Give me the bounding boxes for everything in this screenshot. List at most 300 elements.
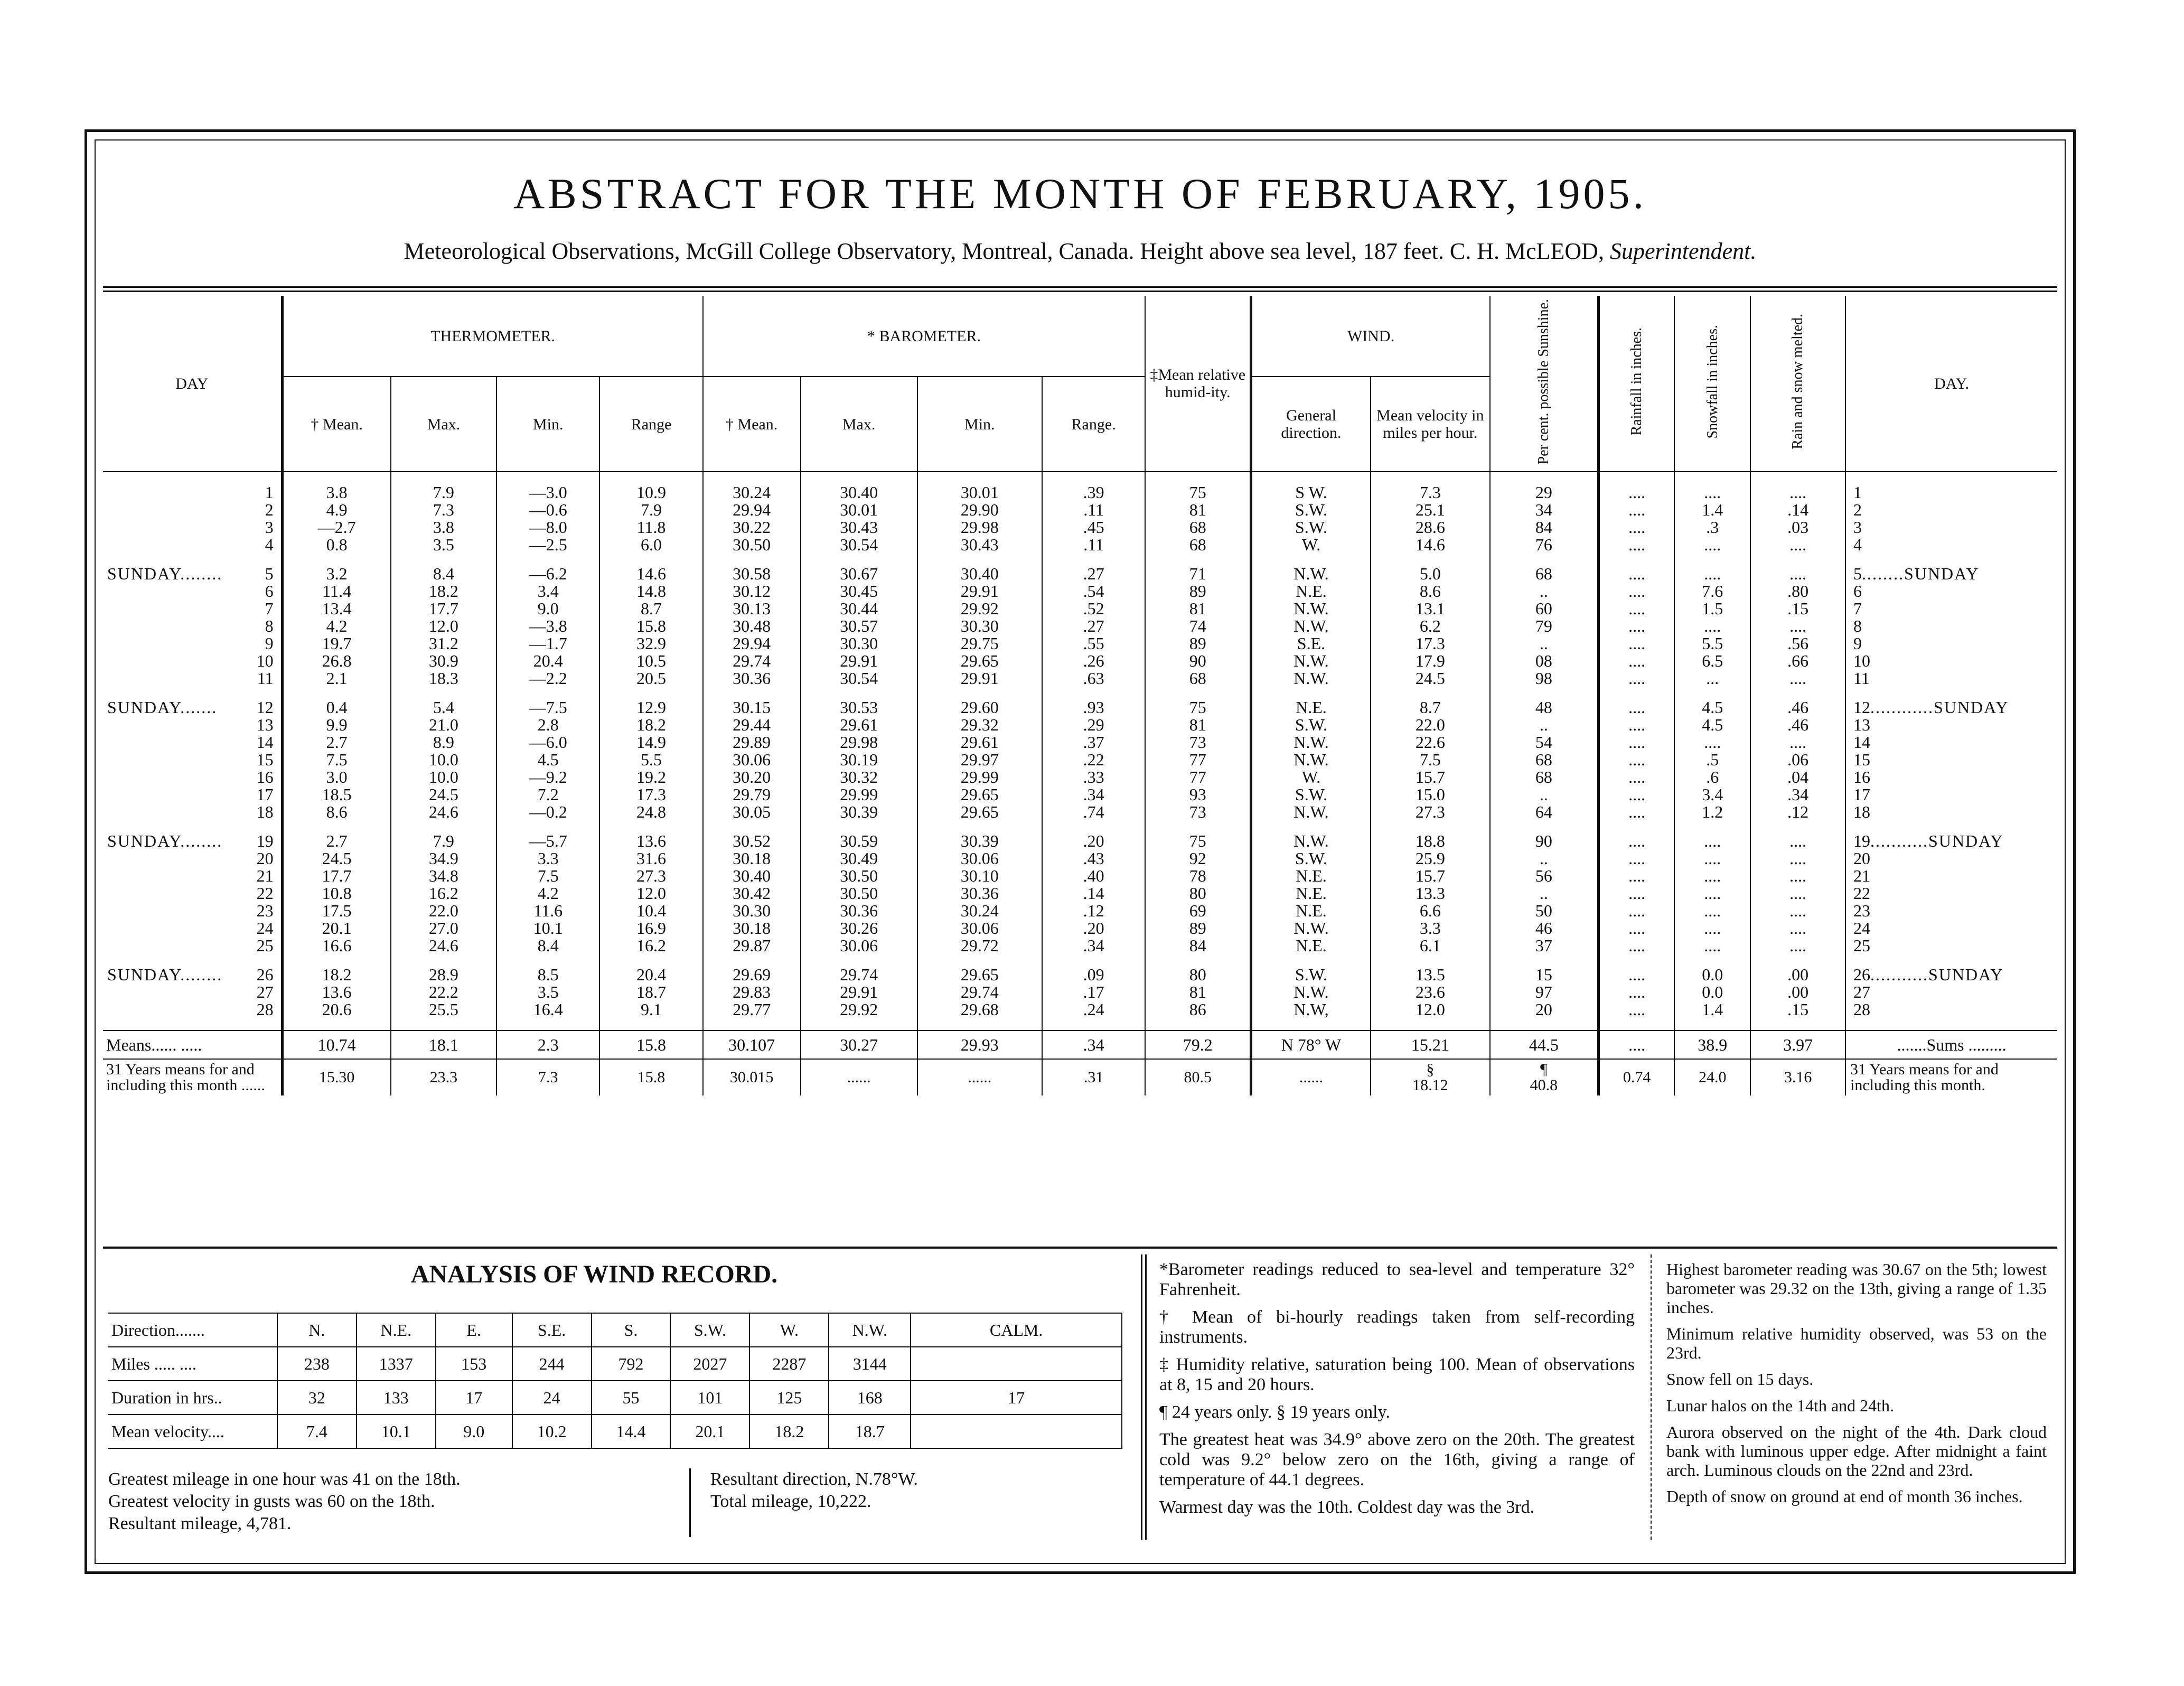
- cell-rs: .46: [1750, 716, 1845, 734]
- cell-bn: 29.61: [917, 734, 1042, 751]
- day-number-right: 28: [1853, 1000, 1871, 1019]
- means-bx: 30.27: [801, 1031, 917, 1059]
- years-tn: 7.3: [496, 1059, 599, 1095]
- cell-wd: N.W.: [1251, 751, 1371, 769]
- row-day-right: [1845, 867, 2057, 885]
- cell-rf: ....: [1598, 652, 1674, 670]
- cell-tx: 10.0: [391, 751, 496, 769]
- cell-wv: 23.6: [1371, 984, 1490, 1001]
- cell-bn: 30.30: [917, 617, 1042, 635]
- cell-tn: 7.2: [496, 786, 599, 803]
- cell-tx: 30.9: [391, 652, 496, 670]
- table-row: [103, 565, 2057, 583]
- cell-wd: N.E.: [1251, 902, 1371, 920]
- cell-bx: 30.67: [801, 565, 917, 583]
- cell-tr: 14.9: [599, 734, 702, 751]
- table-row: [103, 583, 2057, 600]
- cell-rs: .66: [1750, 652, 1845, 670]
- wind-duration-cell: 55: [592, 1381, 671, 1415]
- cell-tm: 20.1: [282, 920, 391, 937]
- cell-bx: 29.91: [801, 652, 917, 670]
- cell-sf: ....: [1674, 565, 1750, 583]
- cell-tx: 17.7: [391, 600, 496, 617]
- cell-sf: 4.5: [1674, 716, 1750, 734]
- years-bx: ......: [801, 1059, 917, 1095]
- cell-sf: .6: [1674, 769, 1750, 786]
- cell-tx: 3.5: [391, 536, 496, 554]
- cell-bm: 29.94: [703, 501, 801, 519]
- cell-tn: 9.0: [496, 600, 599, 617]
- table-spacer-row: [103, 954, 2057, 966]
- cell-bx: 29.74: [801, 966, 917, 984]
- cell-bx: 30.26: [801, 920, 917, 937]
- row-day: 23: [256, 901, 274, 921]
- row-day-right: [1845, 501, 2057, 519]
- cell-tm: 2.1: [282, 670, 391, 687]
- cell-tx: 5.4: [391, 699, 496, 716]
- header-rule: [103, 286, 2057, 288]
- wind-direction-cell: E.: [436, 1313, 512, 1347]
- cell-h: 78: [1145, 867, 1251, 885]
- table-row: [103, 670, 2057, 687]
- wind-duration-cell: 17: [436, 1381, 512, 1415]
- wind-note-resultant-direction: Resultant direction, N.78°W.: [710, 1469, 918, 1489]
- means-rf: ....: [1598, 1031, 1674, 1059]
- rainsnow-header: Rain and snow melted.: [1750, 296, 1845, 472]
- cell-tx: 8.4: [391, 565, 496, 583]
- wind-direction-cell: N.W.: [829, 1313, 911, 1347]
- day-number-right: 11: [1853, 669, 1870, 688]
- sunday-label-right: ............SUNDAY: [1870, 698, 2009, 717]
- row-day: 21: [256, 866, 274, 886]
- cell-bx: 30.39: [801, 803, 917, 821]
- baro-range-header: Range.: [1042, 377, 1145, 472]
- cell-bn: 29.68: [917, 1001, 1042, 1018]
- cell-rs: .34: [1750, 786, 1845, 803]
- row-day-right: [1845, 484, 2057, 501]
- wind-note-greatest-velocity: Greatest velocity in gusts was 60 on the 18th.: [108, 1492, 435, 1511]
- cell-tr: 12.0: [599, 885, 702, 902]
- row-day-right: [1845, 984, 2057, 1001]
- cell-rf: ....: [1598, 1001, 1674, 1018]
- note-barometer-range: Highest barometer reading was 30.67 on the 5th; lowest barometer was 29.32 on the 13th, giving a range of 1.35 inches.: [1666, 1260, 2047, 1317]
- cell-tm: 24.5: [282, 850, 391, 867]
- baro-mean-header: † Mean.: [703, 377, 801, 472]
- cell-tm: 16.6: [282, 937, 391, 954]
- cell-rf: ....: [1598, 769, 1674, 786]
- day-number-right: 21: [1853, 866, 1871, 886]
- cell-rs: ....: [1750, 670, 1845, 687]
- cell-h: 68: [1145, 519, 1251, 536]
- wind-velocity-cell: 9.0: [436, 1415, 512, 1448]
- cell-tn: —3.0: [496, 484, 599, 501]
- table-spacer-row: [103, 687, 2057, 699]
- cell-tr: 27.3: [599, 867, 702, 885]
- cell-rf: ....: [1598, 850, 1674, 867]
- cell-sf: 1.4: [1674, 1001, 1750, 1018]
- cell-wd: N.W.: [1251, 734, 1371, 751]
- years-right: 31 Years means for and including this month.: [1845, 1059, 2057, 1095]
- row-day: 2: [265, 500, 274, 520]
- cell-h: 89: [1145, 583, 1251, 600]
- day-header: DAY: [103, 296, 282, 472]
- wind-velocity-cell: 14.4: [592, 1415, 671, 1448]
- cell-br: .24: [1042, 1001, 1145, 1018]
- cell-tx: 3.8: [391, 519, 496, 536]
- cell-wv: 6.2: [1371, 617, 1490, 635]
- cell-bn: 29.75: [917, 635, 1042, 652]
- cell-h: 75: [1145, 484, 1251, 501]
- cell-br: .39: [1042, 484, 1145, 501]
- cell-tr: 32.9: [599, 635, 702, 652]
- note-snow-days: Snow fell on 15 days.: [1666, 1370, 1814, 1389]
- note-humidity: ‡ Humidity relative, saturation being 100. Mean of observations at 8, 15 and 20 hours.: [1159, 1355, 1635, 1394]
- cell-bm: 29.79: [703, 786, 801, 803]
- day-number-right: 24: [1853, 919, 1871, 938]
- table-row: [103, 716, 2057, 734]
- row-day: 28: [256, 1000, 274, 1019]
- cell-wd: W.: [1251, 769, 1371, 786]
- cell-bn: 30.36: [917, 885, 1042, 902]
- row-day: 1: [265, 483, 274, 502]
- cell-bx: 30.50: [801, 867, 917, 885]
- cell-tn: 8.5: [496, 966, 599, 984]
- cell-tx: 21.0: [391, 716, 496, 734]
- cell-bn: 29.99: [917, 769, 1042, 786]
- wind-direction-label: Direction.......: [108, 1313, 277, 1347]
- years-wv: [1371, 1059, 1490, 1095]
- wind-notes-divider: [689, 1468, 691, 1537]
- means-bn: 29.93: [917, 1031, 1042, 1059]
- row-day: 22: [256, 884, 274, 903]
- cell-s: 90: [1490, 832, 1599, 850]
- row-day-right: [1845, 751, 2057, 769]
- day-number-right: 12: [1853, 698, 1871, 717]
- day-number-right: 15: [1853, 750, 1871, 770]
- cell-bn: 29.91: [917, 670, 1042, 687]
- cell-tm: 4.9: [282, 501, 391, 519]
- cell-rs: .04: [1750, 769, 1845, 786]
- wind-direction-cell: N.E.: [357, 1313, 436, 1347]
- cell-bx: 30.50: [801, 885, 917, 902]
- cell-wv: 15.0: [1371, 786, 1490, 803]
- table-spacer-row: [103, 821, 2057, 832]
- years-s: [1490, 1059, 1599, 1095]
- cell-bx: 29.99: [801, 786, 917, 803]
- day-number-right: 9: [1853, 634, 1862, 653]
- wind-duration-cell: 101: [670, 1381, 749, 1415]
- row-day: 3: [265, 518, 274, 537]
- cell-s: 15: [1490, 966, 1599, 984]
- cell-tn: —1.7: [496, 635, 599, 652]
- cell-h: 77: [1145, 751, 1251, 769]
- day-number-right: 13: [1853, 715, 1871, 735]
- cell-bx: 30.54: [801, 670, 917, 687]
- cell-bx: 29.92: [801, 1001, 917, 1018]
- cell-s: ..: [1490, 885, 1599, 902]
- cell-bn: 30.06: [917, 920, 1042, 937]
- cell-tr: 16.2: [599, 937, 702, 954]
- cell-br: .40: [1042, 867, 1145, 885]
- cell-h: 73: [1145, 803, 1251, 821]
- row-day: 18: [256, 802, 274, 822]
- cell-wv: 17.3: [1371, 635, 1490, 652]
- cell-rs: ....: [1750, 536, 1845, 554]
- cell-bm: 29.94: [703, 635, 801, 652]
- cell-s: 64: [1490, 803, 1599, 821]
- cell-bm: 30.13: [703, 600, 801, 617]
- row-day-right: [1845, 786, 2057, 803]
- wind-direction-header: General direction.: [1251, 377, 1371, 472]
- cell-h: 73: [1145, 734, 1251, 751]
- years-h: 80.5: [1145, 1059, 1251, 1095]
- row-day: 24: [256, 919, 274, 938]
- table-row: [103, 850, 2057, 867]
- cell-s: 97: [1490, 984, 1599, 1001]
- notes-divider-2: [1651, 1254, 1652, 1540]
- cell-rf: ....: [1598, 501, 1674, 519]
- cell-br: .27: [1042, 617, 1145, 635]
- cell-rs: ....: [1750, 902, 1845, 920]
- wind-velocity-cell: 20.1: [670, 1415, 749, 1448]
- day-number-right: 7: [1853, 599, 1862, 619]
- cell-h: 81: [1145, 716, 1251, 734]
- cell-bx: 30.01: [801, 501, 917, 519]
- means-bm: 30.107: [703, 1031, 801, 1059]
- cell-rs: .15: [1750, 600, 1845, 617]
- cell-bn: 30.01: [917, 484, 1042, 501]
- thermometer-header: THERMOMETER.: [282, 296, 702, 377]
- cell-br: .34: [1042, 786, 1145, 803]
- cell-bx: 30.43: [801, 519, 917, 536]
- cell-bx: 30.06: [801, 937, 917, 954]
- cell-s: 60: [1490, 600, 1599, 617]
- cell-tr: 14.6: [599, 565, 702, 583]
- table-row: [103, 1001, 2057, 1018]
- cell-tr: 18.2: [599, 716, 702, 734]
- cell-h: 77: [1145, 769, 1251, 786]
- row-day: 8: [265, 616, 274, 636]
- cell-rs: .56: [1750, 635, 1845, 652]
- wind-velocity-cell: [911, 1415, 1122, 1448]
- cell-h: 92: [1145, 850, 1251, 867]
- cell-tr: 5.5: [599, 751, 702, 769]
- cell-sf: 1.2: [1674, 803, 1750, 821]
- cell-h: 81: [1145, 600, 1251, 617]
- cell-h: 75: [1145, 832, 1251, 850]
- row-day-right: [1845, 966, 2057, 984]
- note-snow-depth: Depth of snow on ground at end of month 36 inches.: [1666, 1487, 2023, 1506]
- cell-tx: 16.2: [391, 885, 496, 902]
- cell-rs: ....: [1750, 885, 1845, 902]
- table-row: [103, 937, 2057, 954]
- cell-tr: 20.4: [599, 966, 702, 984]
- cell-tx: 18.3: [391, 670, 496, 687]
- cell-sf: ....: [1674, 867, 1750, 885]
- table-row: [103, 786, 2057, 803]
- sunday-label-right: ...........SUNDAY: [1870, 965, 2004, 985]
- table-row: [103, 600, 2057, 617]
- cell-br: .37: [1042, 734, 1145, 751]
- day-number-right: 6: [1853, 582, 1862, 601]
- cell-sf: ....: [1674, 920, 1750, 937]
- cell-tx: 27.0: [391, 920, 496, 937]
- cell-tr: 6.0: [599, 536, 702, 554]
- cell-br: .12: [1042, 902, 1145, 920]
- table-row: [103, 885, 2057, 902]
- cell-tx: 28.9: [391, 966, 496, 984]
- wind-duration-cell: 168: [829, 1381, 911, 1415]
- cell-tx: 7.9: [391, 832, 496, 850]
- cell-br: .43: [1042, 850, 1145, 867]
- cell-br: .45: [1042, 519, 1145, 536]
- cell-rs: .03: [1750, 519, 1845, 536]
- notes-middle: [1159, 1260, 1635, 1518]
- means-br: .34: [1042, 1031, 1145, 1059]
- wind-note-resultant-mileage: Resultant mileage, 4,781.: [108, 1514, 292, 1533]
- wind-miles-cell: 792: [592, 1347, 671, 1381]
- cell-bn: 29.65: [917, 652, 1042, 670]
- cell-wv: 6.6: [1371, 902, 1490, 920]
- cell-tx: 12.0: [391, 617, 496, 635]
- cell-rf: ....: [1598, 803, 1674, 821]
- means-wv: 15.21: [1371, 1031, 1490, 1059]
- cell-br: .93: [1042, 699, 1145, 716]
- wind-velocity-cell: 10.2: [512, 1415, 592, 1448]
- cell-h: 89: [1145, 920, 1251, 937]
- cell-sf: 5.5: [1674, 635, 1750, 652]
- wind-direction-cell: S.: [592, 1313, 671, 1347]
- row-day: 11: [257, 669, 274, 688]
- table-row: [103, 867, 2057, 885]
- cell-sf: .5: [1674, 751, 1750, 769]
- sunday-label: SUNDAY.......: [107, 698, 218, 717]
- cell-tr: 9.1: [599, 1001, 702, 1018]
- cell-tm: 8.6: [282, 803, 391, 821]
- wind-miles-row: [108, 1347, 1122, 1381]
- row-day-right: [1845, 850, 2057, 867]
- cell-tx: 22.2: [391, 984, 496, 1001]
- cell-tr: 31.6: [599, 850, 702, 867]
- means-s: 44.5: [1490, 1031, 1599, 1059]
- row-day-right: [1845, 803, 2057, 821]
- cell-h: 69: [1145, 902, 1251, 920]
- cell-bm: 29.44: [703, 716, 801, 734]
- row-day-right: [1845, 769, 2057, 786]
- row-day-right: [1845, 617, 2057, 635]
- cell-wd: N.E.: [1251, 867, 1371, 885]
- table-row: [103, 803, 2057, 821]
- cell-tm: 13.4: [282, 600, 391, 617]
- cell-rs: ....: [1750, 565, 1845, 583]
- cell-tr: 15.8: [599, 617, 702, 635]
- cell-bx: 30.36: [801, 902, 917, 920]
- baro-max-header: Max.: [801, 377, 917, 472]
- note-aurora: Aurora observed on the night of the 4th. Dark cloud bank with luminous upper edge. After midnight a faint arch. Luminous clouds on the 22nd and 23rd.: [1666, 1422, 2047, 1479]
- cell-bm: 30.52: [703, 832, 801, 850]
- cell-tr: 10.5: [599, 652, 702, 670]
- cell-h: 93: [1145, 786, 1251, 803]
- cell-wv: 22.6: [1371, 734, 1490, 751]
- cell-wv: 3.3: [1371, 920, 1490, 937]
- notes-right: [1666, 1260, 2047, 1506]
- cell-tx: 7.3: [391, 501, 496, 519]
- cell-s: ..: [1490, 850, 1599, 867]
- table-row: [103, 617, 2057, 635]
- cell-tx: 8.9: [391, 734, 496, 751]
- row-day: [103, 565, 282, 583]
- cell-sf: ....: [1674, 902, 1750, 920]
- means-wd: N 78° W: [1251, 1031, 1371, 1059]
- wind-miles-cell: 2287: [749, 1347, 829, 1381]
- page-subtitle: [87, 238, 2073, 265]
- table-spacer-row: [103, 472, 2057, 484]
- cell-h: 81: [1145, 984, 1251, 1001]
- cell-rs: .15: [1750, 1001, 1845, 1018]
- cell-s: 34: [1490, 501, 1599, 519]
- cell-s: ..: [1490, 716, 1599, 734]
- cell-s: ..: [1490, 786, 1599, 803]
- wind-miles-cell: 3144: [829, 1347, 911, 1381]
- row-day: 17: [256, 785, 274, 804]
- cell-h: 75: [1145, 699, 1251, 716]
- cell-rf: ....: [1598, 867, 1674, 885]
- cell-sf: ...: [1674, 670, 1750, 687]
- cell-bm: 30.06: [703, 751, 801, 769]
- day-number: 5: [265, 564, 274, 584]
- cell-bm: 30.36: [703, 670, 801, 687]
- cell-br: .14: [1042, 885, 1145, 902]
- table-row: [103, 984, 2057, 1001]
- row-day-right: [1845, 670, 2057, 687]
- wind-analysis-table: [108, 1313, 1122, 1449]
- cell-tn: 7.5: [496, 867, 599, 885]
- cell-wd: S.W.: [1251, 786, 1371, 803]
- day-number-right: 4: [1853, 535, 1862, 555]
- cell-bn: 30.10: [917, 867, 1042, 885]
- row-day-right: [1845, 600, 2057, 617]
- cell-bm: 30.48: [703, 617, 801, 635]
- cell-rf: ....: [1598, 984, 1674, 1001]
- cell-wd: N.W.: [1251, 803, 1371, 821]
- cell-h: 74: [1145, 617, 1251, 635]
- row-day: 16: [256, 767, 274, 787]
- cell-tm: 3.2: [282, 565, 391, 583]
- day-number-right: 14: [1853, 733, 1871, 752]
- cell-bx: 30.19: [801, 751, 917, 769]
- cell-wv: 27.3: [1371, 803, 1490, 821]
- cell-tm: 3.8: [282, 484, 391, 501]
- cell-bx: 30.53: [801, 699, 917, 716]
- years-tr: 15.8: [599, 1059, 702, 1095]
- cell-h: 89: [1145, 635, 1251, 652]
- cell-tm: 18.5: [282, 786, 391, 803]
- table-spacer-row: [103, 554, 2057, 565]
- cell-h: 84: [1145, 937, 1251, 954]
- cell-tr: 13.6: [599, 832, 702, 850]
- cell-bn: 29.65: [917, 966, 1042, 984]
- cell-wv: 8.7: [1371, 699, 1490, 716]
- cell-s: 56: [1490, 867, 1599, 885]
- cell-tx: 10.0: [391, 769, 496, 786]
- cell-wv: 12.0: [1371, 1001, 1490, 1018]
- cell-rs: .12: [1750, 803, 1845, 821]
- cell-sf: ....: [1674, 617, 1750, 635]
- cell-rs: ....: [1750, 617, 1845, 635]
- cell-bn: 30.40: [917, 565, 1042, 583]
- cell-bm: 29.83: [703, 984, 801, 1001]
- cell-tn: 8.4: [496, 937, 599, 954]
